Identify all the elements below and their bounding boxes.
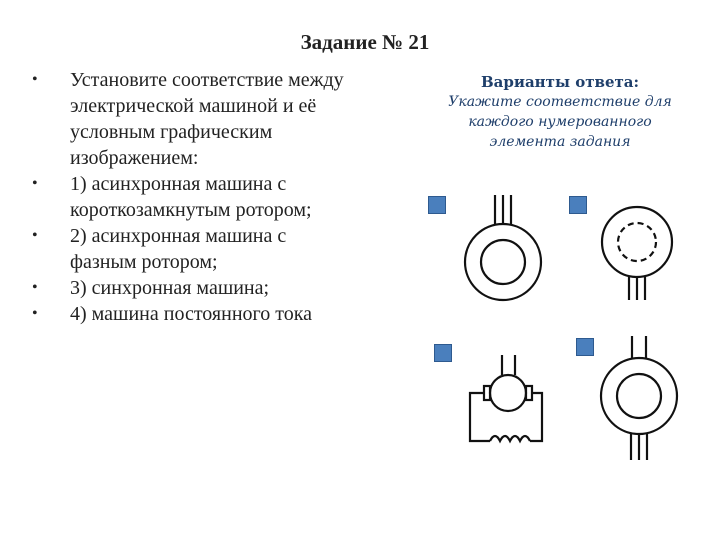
bullet-item [26,171,346,223]
bullet-dot: • [32,71,38,88]
bullet-text: 4) машина постоянного тока [70,303,312,325]
bullet-text: Установите соответствие между электрической машиной и её условным графическим изображением: [70,69,344,169]
bullet-item [26,275,346,301]
machine-symbol-c-icon [462,345,562,450]
bullet-dot: • [32,175,38,192]
bullet-text: 3) синхронная машина; [70,277,270,299]
bullet-item [26,223,346,275]
task-title: Задание № 21 [300,30,430,54]
bullet-text: 2) асинхронная машина с фазным ротором; [70,225,287,273]
bullet-dot: • [32,305,38,322]
bullet-text: 1) асинхронная машина с короткозамкнутым ротором; [70,173,312,221]
answer-panel-header [430,72,690,152]
bullet-dot: • [32,279,38,296]
answer-heading: Варианты ответа: [480,73,640,91]
task-bullet-list [26,67,346,327]
answer-instruction: Укажите соответствие для каждого нумерованного элемента задания [448,94,672,150]
bullet-item [26,301,346,327]
machine-symbol-d-icon [594,334,694,474]
answer-checkbox-2[interactable] [569,196,587,214]
bullet-item [26,67,346,171]
bullet-dot: • [32,227,38,244]
machine-symbol-a-icon [440,190,570,310]
answer-checkbox-4[interactable] [576,338,594,356]
machine-symbol-b-icon [592,196,692,306]
answer-checkbox-3[interactable] [434,344,452,362]
